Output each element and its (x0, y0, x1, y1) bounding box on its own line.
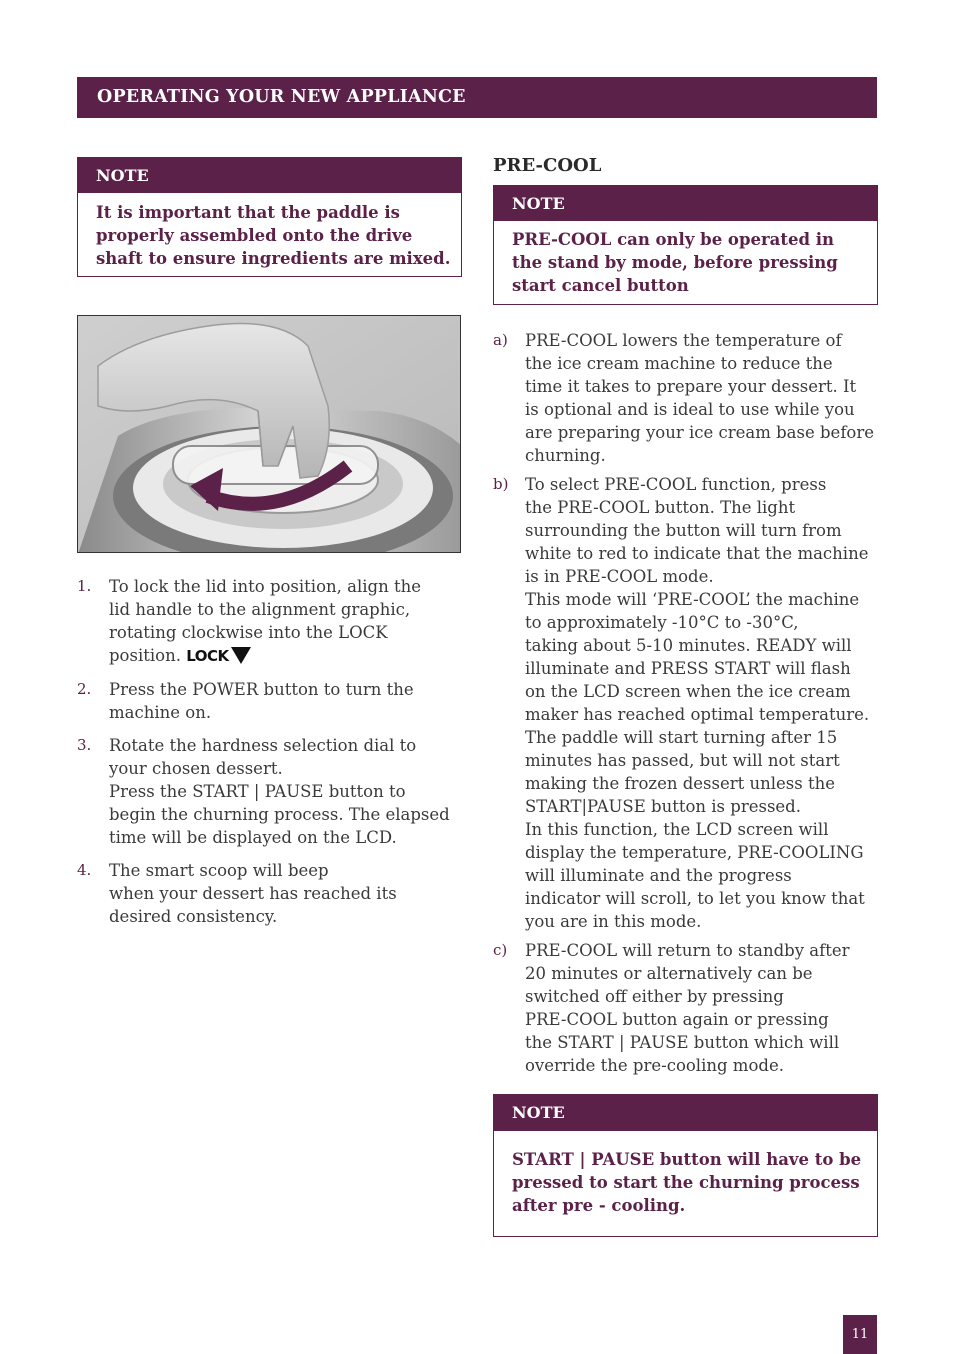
list-item: 3. Rotate the hardness selection dial to your chosen dessert. Press the START | PAUSE button to begin the churning process. The elapsed time will be displayed on the LCD. (77, 736, 450, 847)
note-text: It is important that the paddle is properly assembled onto the drive shaft to ensure ingredients are mixed. (96, 203, 451, 268)
lock-triangle-icon (231, 647, 251, 664)
lock-steps-list (77, 575, 462, 928)
list-item: a) PRE-COOL lowers the temperature of the ice cream machine to reduce the time it takes to prepare your dessert. It is optional and is ideal to use while you are preparing your ice cream base before churning. (493, 331, 875, 465)
note-precool (493, 185, 878, 305)
page-header: OPERATING YOUR NEW APPLIANCE (77, 77, 877, 118)
lock-symbol: LOCK (186, 647, 229, 665)
list-item: b) To select PRE-COOL function, press the PRE-COOL button. The light surrounding the button will turn from white to red to indicate that the machine is in PRE-COOL mode. This mode will ‘PRE-COOL’ the machine to approximately -10°C to -30°C, taking about 5-10 minutes. READY will illuminate and PRESS START will flash on the LCD screen when the ice cream maker has reached optimal temperature. The paddle will start turning after 15 minutes has passed, but will not start making the frozen dessert unless the START|PAUSE button is pressed. In this function, the LCD screen will display the temperature, PRE-COOLING will illuminate and the progress indicator will scroll, to let you know that you are in this mode. (493, 475, 870, 931)
list-item: 2. Press the POWER button to turn the machine on. (77, 680, 414, 722)
section-title-precool: PRE-COOL (493, 155, 602, 176)
note-text: START | PAUSE button will have to be pressed to start the churning process after pre - cooling. (512, 1150, 862, 1215)
lid-lock-photo (77, 315, 461, 553)
list-item: 4. The smart scoop will beep when your dessert has reached its desired consistency. (77, 861, 397, 926)
page-number: 11 (843, 1315, 877, 1354)
list-item: c) PRE-COOL will return to standby after 20 minutes or alternatively can be switched off either by pressing PRE-COOL button again or pressing the START | PAUSE button which will override the pre-cooling mode. (493, 941, 850, 1075)
note-heading: NOTE (78, 158, 461, 193)
note-paddle (77, 157, 462, 277)
note-heading: NOTE (494, 1095, 877, 1131)
note-start-pause (493, 1094, 878, 1237)
precool-list (493, 329, 883, 1077)
note-text: PRE-COOL can only be operated in the stand by mode, before pressing start cancel button (512, 230, 838, 295)
note-heading: NOTE (494, 186, 877, 221)
hand-rotating-lid-illustration (78, 316, 461, 553)
list-item: 1. To lock the lid into position, align the lid handle to the alignment graphic, rotating clockwise into the LOCK position. LOCK (77, 577, 421, 665)
